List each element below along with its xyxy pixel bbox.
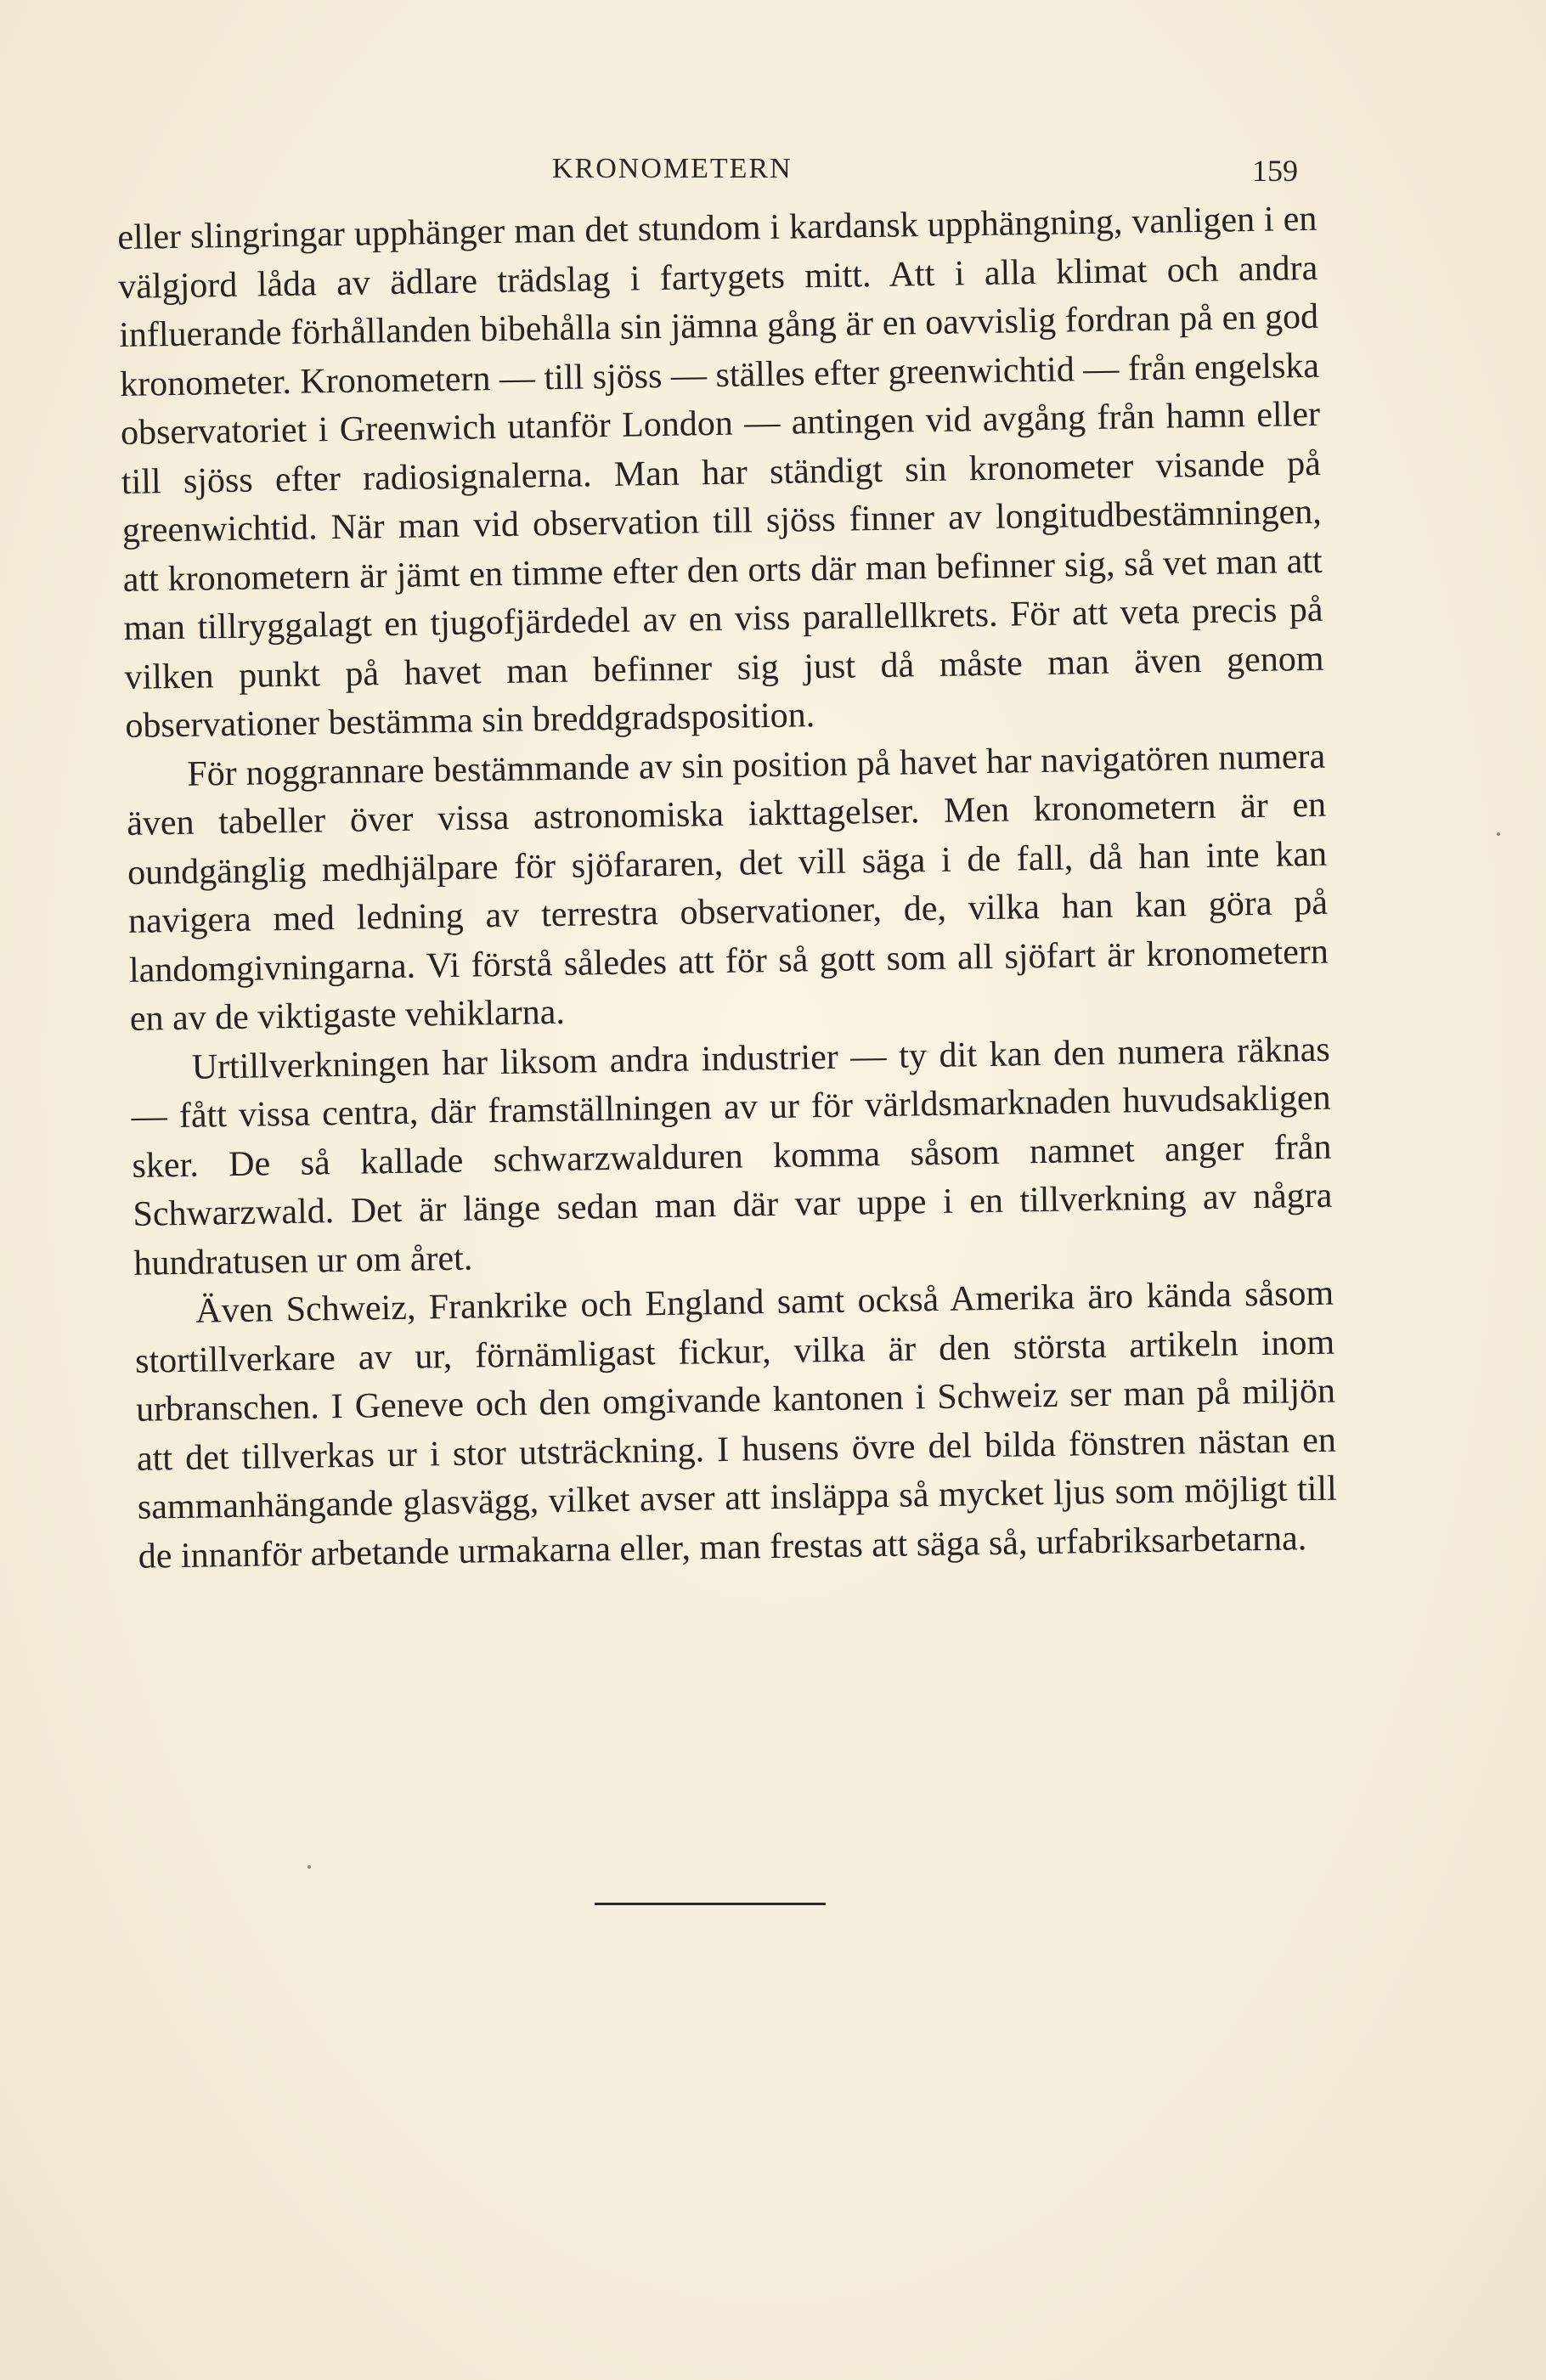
paragraph-switzerland: Även Schweiz, Frankrike och England samt också Amerika äro kända såsom stortillverkare av ur, förnämligast fickur, vilka är den största artikeln inom urbranschen. I Geneve och den omgivande kantonen i Schweiz ser man på miljön att det tillverkas ur i stor utsträckning. I husens övre del bilda fönstren nästan en sammanhängande glasvägg, vilket avser att insläppa så mycket ljus som möjligt till de innanför arbetande urmakarna eller, man frestas att säga så, urfabriksarbetarna. [134,1273,1338,1576]
paragraph-continued: eller slingringar upphänger man det stundom i kardansk upphängning, vanligen i en välgjord låda av ädlare trädslag i fartygets mitt. Att i alla klimat och andra influerande förhållanden bibehålla sin jämna gång är en oavvislig fordran på en god kronometer. Kronometern — till sjöss — ställes efter greenwichtid — från engelska observatoriet i Greenwich utanför London — antingen vid avgång från hamn eller till sjöss efter radiosignalerna. Man har ständigt sin kronometer visande på greenwichtid. När man vid observation till sjöss finner av longitudbestämningen, att kronometern är jämt en timme efter den orts där man befinner sig, så vet man att man tillryggalagt en tjugofjärdedel av en viss parallellkrets. För att veta precis på vilken punkt på havet man befinner sig just då måste man även genom observationer bestämma sin breddgradsposition. [117,199,1324,746]
print-speck [1497,832,1500,836]
paragraph-navigation: För noggrannare bestämmande av sin position på havet har navigatören numera även tabeller över vissa astronomiska iakttagelser. Men kronometern är en oundgänglig medhjälpare för sjöfararen, det vill säga i de fall, då han inte kan navigera med ledning av terrestra observationer, de, vilka han kan göra på landomgivningarna. Vi förstå således att för så gott som all sjöfart är kronometern en av de viktigaste vehiklarna. [126,736,1329,1039]
body-text [117,195,1338,1582]
paragraph-watchmaking-centres: Urtillverkningen har liksom andra industrier — ty dit kan den numera räknas — fått vissa centra, där framställningen av ur för världsmarknaden huvudsakligen sker. De så kallade schwarzwalduren komma såsom namnet anger från Schwarzwald. Det är länge sedan man där var uppe i en tillverkning av några hundratusen ur om året. [131,1029,1333,1283]
running-head-title: KRONOMETERN [552,153,793,184]
section-end-rule [595,1903,826,1905]
print-speck [308,1865,311,1869]
page-number: 159 [1252,154,1298,188]
running-head [0,153,1546,195]
